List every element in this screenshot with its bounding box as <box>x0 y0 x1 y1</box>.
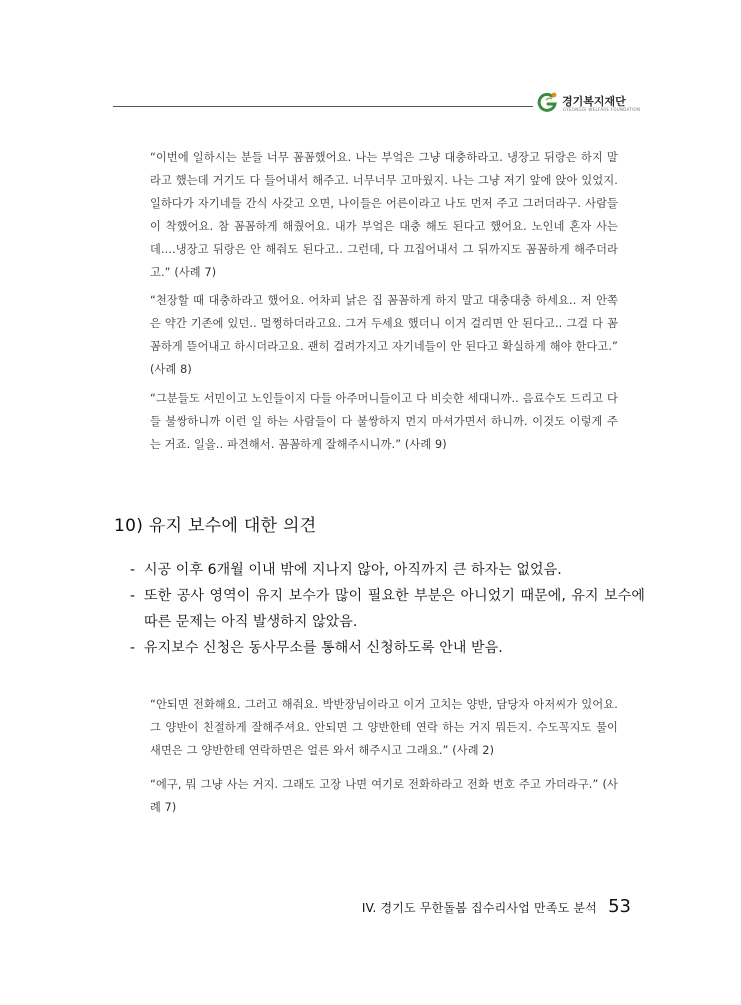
bullet-dash: - <box>130 588 136 604</box>
bullet-text: 시공 이후 6개월 이내 밖에 지나지 않아, 아직까지 큰 하자는 없었음. <box>144 562 562 578</box>
foundation-logo <box>536 90 646 118</box>
interview-quote: “이번에 일하시는 분들 너무 꼼꼼했어요. 나는 부엌은 그냥 대충하라고. 냉장고 뒤랑은 하지 말라고 했는데 거기도 다 들어내서 해주고. 너무너무 고마웠지. 나는 그냥 저기 앞에 앉아 있었지. 일하다가 자기네들 간식 사갖고 오면, 나이들은 어른이라고 나도 먼저 주고 그러더라구. 사람들이 착했어요. 참 꼼꼼하게 해줬어요. 내가 부엌은 대충 해도 된다고 했어요. 노인네 혼자 사는데....냉장고 뒤랑은 안 해줘도 된다고.. 그런데, 다 끄집어내서 그 뒤까지도 꼼꼼하게 해주더라고.” (사례 7) <box>150 151 618 279</box>
interview-quote: “안되면 전화해요. 그러고 해줘요. 박반장님이라고 이거 고치는 양반, 담당자 아저씨가 있어요. 그 양반이 친절하게 잘해주셔요. 안되면 그 양반한테 연락 하는 거지 뭐든지. 수도꼭지도 물이 새면은 그 양반한테 연락하면은 얼른 와서 해주시고 그래요.” (사례 2) <box>150 698 618 757</box>
bullet-dash: - <box>130 640 136 656</box>
logo-text: 경기복지재단 <box>562 95 626 108</box>
interview-quote: “천장할 때 대충하라고 했어요. 어차피 낡은 집 꼼꼼하게 하지 말고 대충대충 하세요.. 저 안쪽은 약간 기존에 있던.. 멀쩡하더라고요. 그거 두세요 했더니 이거 걸리면 안 된다고.. 그걸 다 꼼꼼하게 뜯어내고 하시더라고요. 괜히 걸려가지고 자기네들이 안 된다고 확실하게 해야 한다고.” (사례 8) <box>150 294 618 376</box>
section-heading: 10) 유지 보수에 대한 의견 <box>114 516 317 536</box>
bullet-item <box>130 583 645 635</box>
bullet-list <box>130 557 645 661</box>
foundation-logo-icon <box>536 90 560 114</box>
chapter-title: IV. 경기도 무한돌봄 집수리사업 만족도 분석 <box>361 901 597 915</box>
interview-quote: “그분들도 서민이고 노인들이지 다들 아주머니들이고 다 비슷한 세대니까.. 음료수도 드리고 다들 불쌍하니까 이런 일 하는 사람들이 다 불쌍하지 먼지 마셔가면서 하니까. 이것도 이렇게 주는 거죠. 일을.. 파견해서. 꼼꼼하게 잘해주시니까.” (사례 9) <box>150 392 618 451</box>
logo-subtext: GYEONGGI WELFARE FOUNDATION <box>563 107 641 112</box>
bullet-dash: - <box>130 562 136 578</box>
bullet-item <box>130 635 645 661</box>
bullet-item <box>130 557 645 583</box>
page-footer <box>362 896 631 917</box>
header-rule <box>113 106 533 107</box>
bullet-text: 유지보수 신청은 동사무소를 통해서 신청하도록 안내 받음. <box>144 640 503 656</box>
interview-quote: “에구, 뭐 그냥 사는 거지. 그래도 고장 나면 여기로 전화하라고 전화 번호 주고 가더라구.” (사례 7) <box>150 778 618 814</box>
page-number: 53 <box>608 896 631 917</box>
bullet-text: 또한 공사 영역이 유지 보수가 많이 필요한 부분은 아니었기 때문에, 유지 보수에 따른 문제는 아직 발생하지 않았음. <box>144 588 645 630</box>
